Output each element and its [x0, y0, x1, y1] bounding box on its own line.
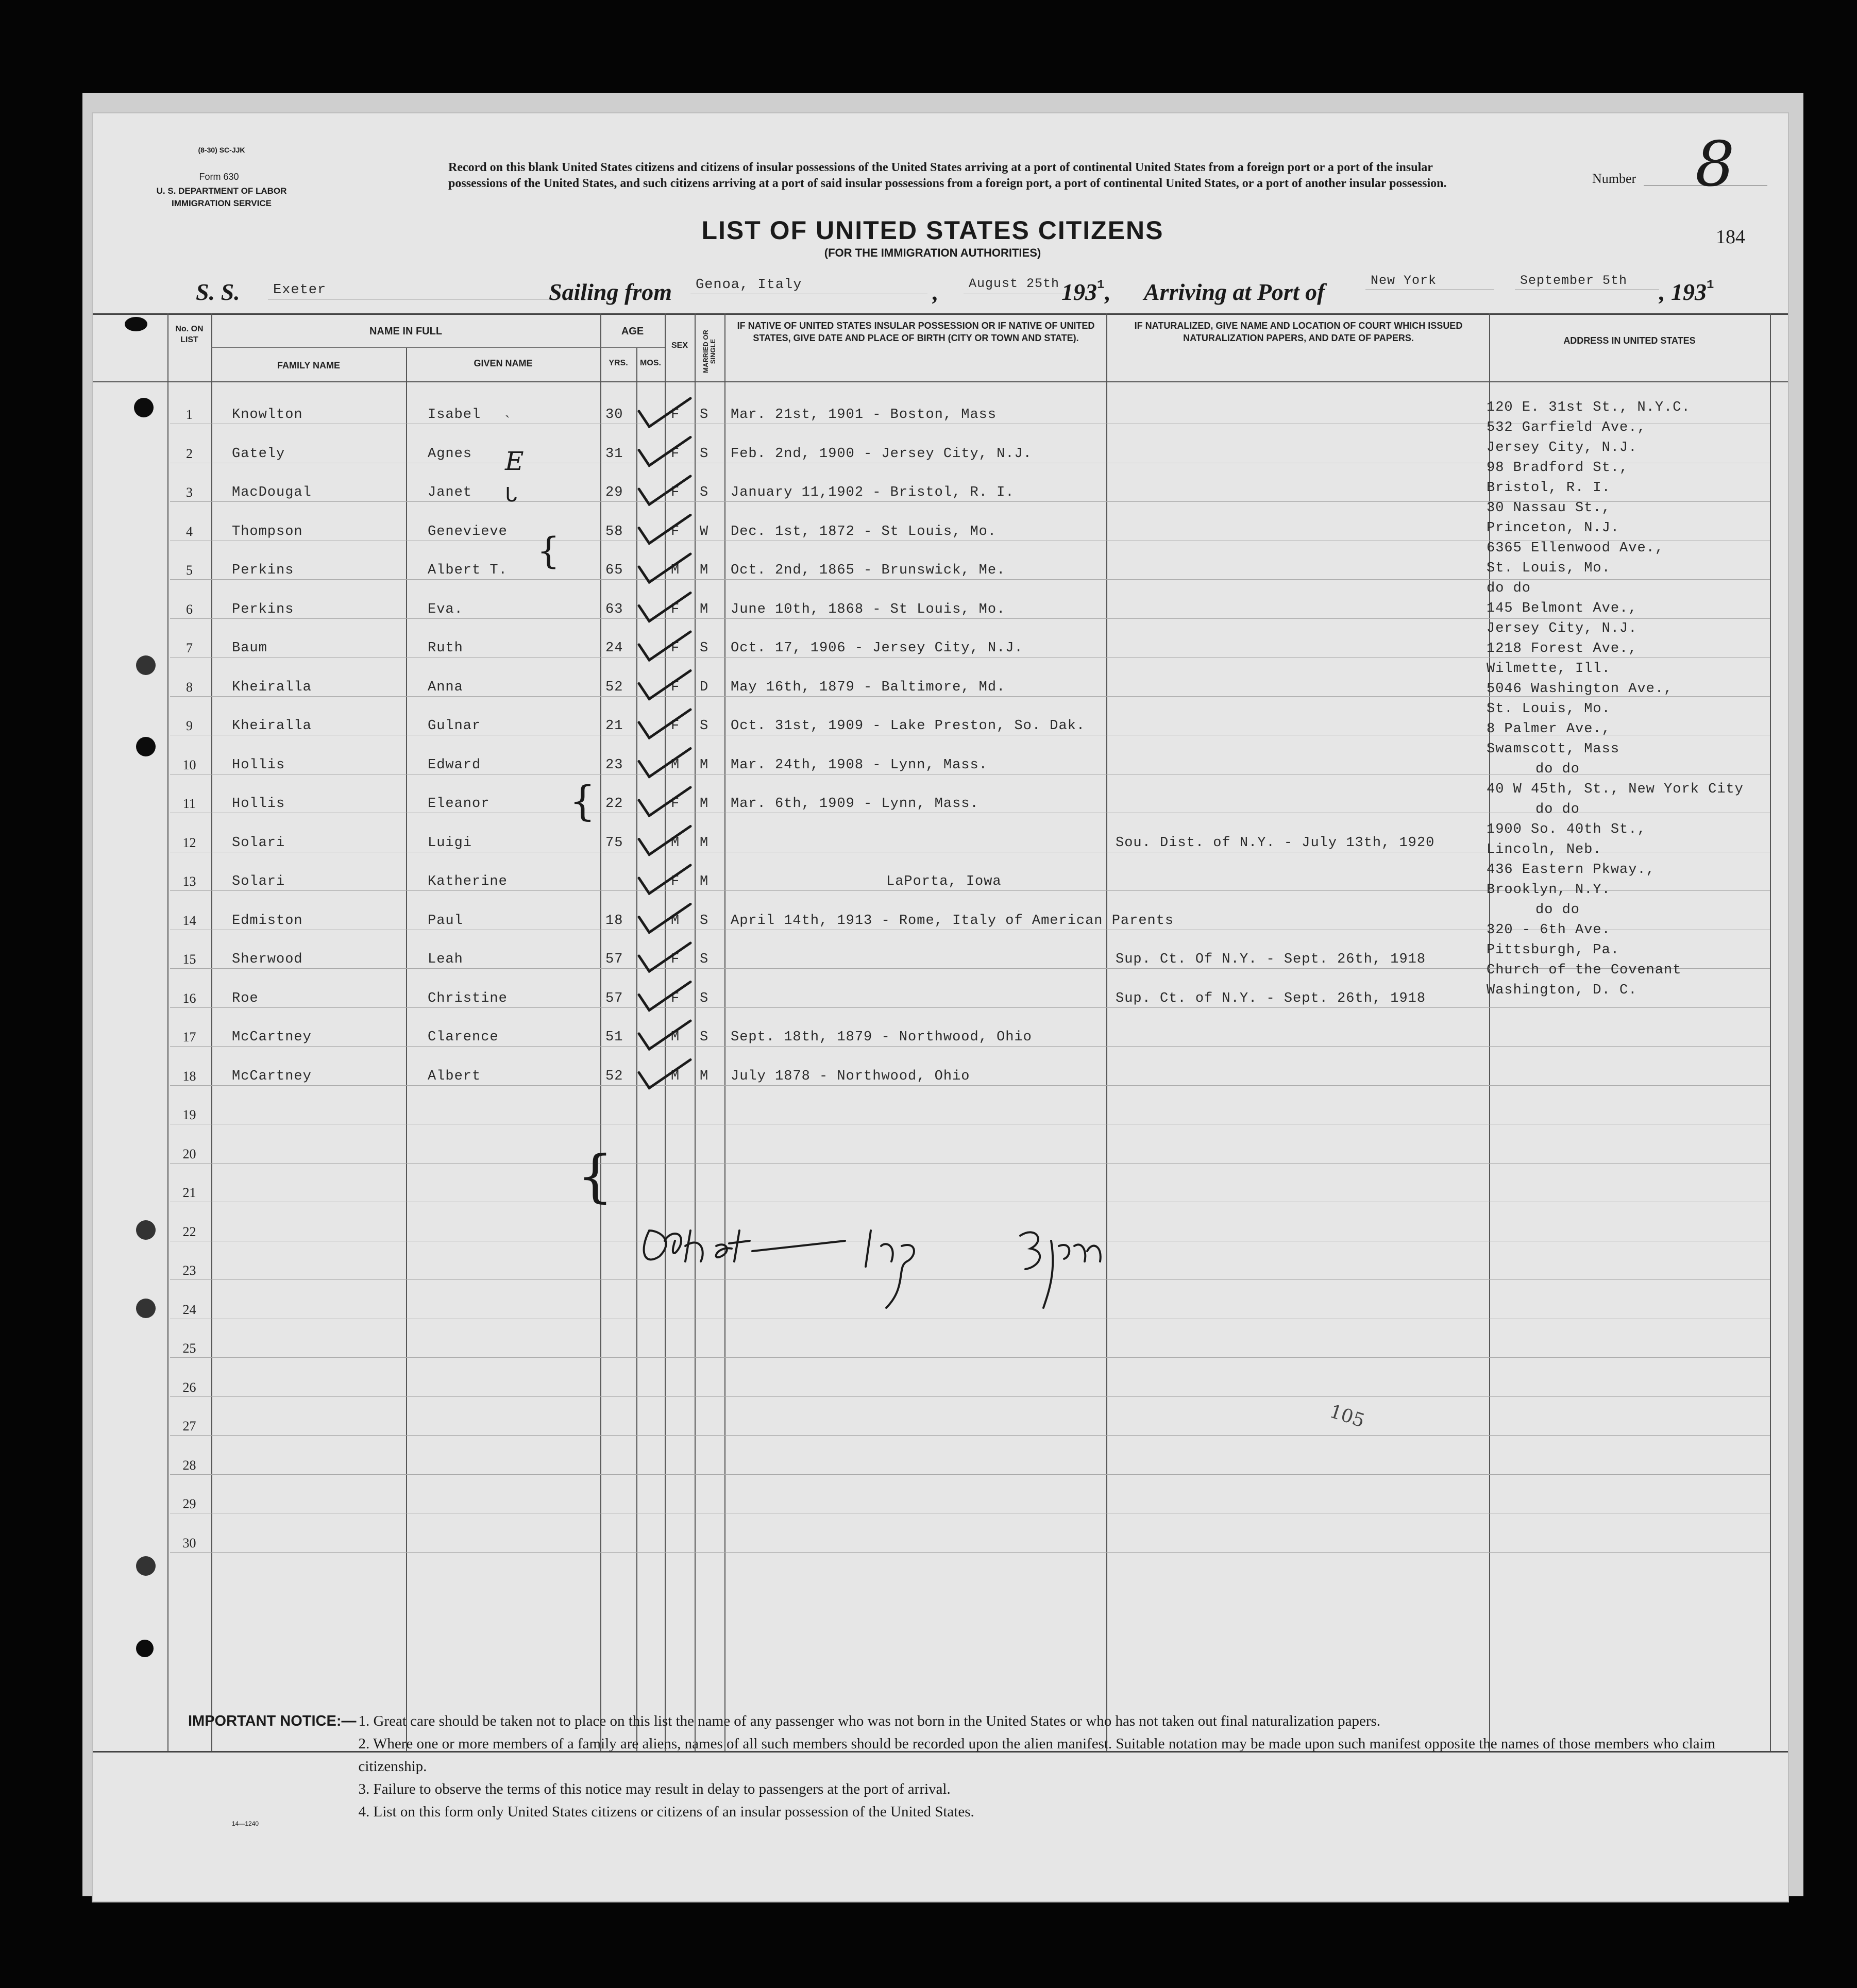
address: Jersey City, N.J. — [1487, 440, 1637, 456]
department: U. S. DEPARTMENT OF LABOR — [156, 186, 287, 196]
row-number: 18 — [182, 1068, 196, 1084]
notice-item-2: 2. Where one or more members of a family are aliens, names of all such members should be recorded upon the alien manifest. Suitable notation may be made upon such manifest opposite the names of those members who claim citizenship. — [358, 1736, 1716, 1775]
row-rule — [170, 1357, 1770, 1358]
marital-status: M — [700, 601, 709, 617]
check-mark — [639, 1021, 690, 1049]
check-mark — [639, 515, 690, 544]
row-number: 23 — [182, 1263, 196, 1278]
handwritten-e: E — [505, 446, 524, 476]
notice-first-line — [188, 1710, 1724, 1823]
family-name: Hollis — [232, 796, 285, 812]
birth-info: Mar. 24th, 1908 - Lynn, Mass. — [731, 757, 988, 773]
check-mark — [639, 1060, 690, 1088]
sex: F — [671, 524, 680, 540]
address: do do — [1487, 581, 1531, 596]
punch-hole — [136, 1299, 156, 1318]
address: Jersey City, N.J. — [1487, 621, 1637, 636]
age-years: 65 — [605, 563, 623, 578]
row-number: 13 — [182, 874, 196, 889]
address: St. Louis, Mo. — [1487, 561, 1611, 576]
address: 1218 Forest Ave., — [1487, 641, 1637, 656]
given-name: Anna — [428, 679, 463, 695]
bracket-mark-hollis: { — [569, 777, 596, 825]
bracket-mark-perkins: { — [537, 530, 560, 572]
bracket-mark-mccartney: { — [577, 1143, 613, 1209]
col-line-family — [211, 313, 212, 1751]
check-mark — [639, 593, 690, 621]
check-mark — [639, 398, 690, 427]
family-name: Solari — [232, 874, 285, 889]
age-years: 58 — [605, 524, 623, 540]
address: Wilmette, Ill. — [1487, 661, 1611, 677]
col-address: ADDRESS IN UNITED STATES — [1563, 335, 1696, 346]
birth-info: May 16th, 1879 - Baltimore, Md. — [731, 679, 1006, 695]
row-rule — [170, 618, 1770, 619]
given-name: Ruth — [428, 641, 463, 656]
row-number: 22 — [182, 1224, 196, 1239]
col-line-given — [406, 347, 407, 1751]
family-name: Perkins — [232, 601, 294, 617]
sex: F — [671, 641, 680, 656]
naturalization-info: Sup. Ct. of N.Y. - Sept. 26th, 1918 — [1116, 990, 1426, 1006]
check-mark — [639, 865, 690, 894]
col-naturalized: IF NATURALIZED, GIVE NAME AND LOCATION OF COURT WHICH ISSUED NATURALIZATION PAPERS, AND DATE OF PAPERS. — [1134, 321, 1463, 343]
age-years: 18 — [605, 913, 623, 929]
address-line: Lincoln, Neb. — [1487, 842, 1602, 857]
age-years: 75 — [605, 835, 623, 851]
sex: M — [671, 1030, 680, 1045]
address: 5046 Washington Ave., — [1487, 681, 1673, 697]
marital-status: M — [700, 563, 709, 578]
address: 532 Garfield Ave., — [1487, 420, 1646, 435]
birth-info: Mar. 6th, 1909 - Lynn, Mass. — [731, 796, 979, 812]
naturalization-info: Sou. Dist. of N.Y. - July 13th, 1920 — [1116, 835, 1435, 851]
address-line: Church of the Covenant — [1487, 963, 1682, 978]
row-number: 20 — [182, 1146, 196, 1161]
given-name: Isabel — [428, 407, 481, 423]
address-line: do do — [1535, 902, 1580, 918]
table-top-rule — [93, 313, 1788, 315]
page-number: 184 — [1716, 226, 1745, 248]
row-number: 11 — [182, 796, 196, 811]
age-years: 29 — [605, 485, 623, 500]
marital-status: S — [700, 485, 709, 500]
col-line-no — [167, 313, 168, 1751]
sailing-label: Sailing from — [549, 279, 672, 305]
row-rule — [170, 579, 1770, 580]
punch-hole — [134, 398, 154, 417]
year-prefix-text: 193 — [1061, 279, 1097, 305]
col-birth: IF NATIVE OF UNITED STATES INSULAR POSSESSION OR IF NATIVE OF UNITED STATES, GIVE DATE AND PLACE OF BIRTH (CITY OR TOWN AND STATE). — [737, 321, 1095, 343]
age-years: 52 — [605, 1068, 623, 1084]
age-years: 57 — [605, 952, 623, 967]
row-number: 7 — [186, 641, 193, 655]
given-name: Gulnar — [428, 718, 481, 734]
punch-hole — [136, 1640, 154, 1657]
naturalization-info: Sup. Ct. Of N.Y. - Sept. 26th, 1918 — [1116, 952, 1426, 967]
family-name: Sherwood — [232, 952, 303, 967]
sex: F — [671, 679, 680, 695]
important-notice — [188, 1710, 1724, 1823]
marital-status: S — [700, 446, 709, 462]
col-given-name: GIVEN NAME — [474, 358, 533, 368]
notice-item-1: 1. Great care should be taken not to place on this list the name of any passenger who was not born in the United States or who has not taken out final naturalization papers. — [358, 1713, 1381, 1729]
address-line: Pittsburgh, Pa. — [1487, 942, 1620, 958]
birth-info: Oct. 17, 1906 - Jersey City, N.J. — [731, 641, 1023, 656]
address-line: do do — [1535, 802, 1580, 817]
age-years: 51 — [605, 1030, 623, 1045]
address: 30 Nassau St., — [1487, 500, 1611, 516]
birth-info: April 14th, 1913 - Rome, Italy of American Parents — [731, 913, 1174, 929]
family-name: Kheiralla — [232, 679, 312, 695]
birth-info: Sept. 18th, 1879 - Northwood, Ohio — [731, 1030, 1032, 1045]
year-prefix-text-2: 193 — [1671, 279, 1707, 305]
age-years: 30 — [605, 407, 623, 423]
sex: M — [671, 563, 680, 578]
birth-info: LaPorta, Iowa — [886, 874, 1002, 889]
marital-status: M — [700, 796, 709, 812]
record-instructions: Record on this blank United States citizens and citizens of insular possessions of the United States arriving at a port of continental United States from a foreign port or a port of the insular possessions of the United States, and such citizens arriving at a port of said insular possessions from a foreign port, a port of continental United States, or a port of another insular possession. — [448, 161, 1447, 190]
sex: M — [671, 835, 680, 851]
age-years: 63 — [605, 601, 623, 617]
address-line: Washington, D. C. — [1487, 983, 1637, 998]
sex: F — [671, 485, 680, 500]
punch-hole — [136, 1556, 156, 1576]
given-name: Eva. — [428, 601, 463, 617]
service: IMMIGRATION SERVICE — [172, 198, 272, 208]
row-number: 17 — [182, 1030, 196, 1044]
marital-status: M — [700, 835, 709, 851]
notice-item-4: 4. List on this form only United States citizens or citizens of an insular possession of the United States. — [358, 1804, 974, 1820]
check-mark — [639, 632, 690, 660]
col-name-in-full: NAME IN FULL — [369, 326, 443, 337]
address-line: 436 Eastern Pkway., — [1487, 862, 1655, 878]
depart-date: August 25th — [969, 276, 1060, 291]
row-rule — [170, 1163, 1770, 1164]
family-name: Knowlton — [232, 407, 303, 423]
tick-mark: ˋ — [505, 413, 510, 429]
marital-status: S — [700, 913, 709, 929]
col-yrs: YRS. — [609, 359, 628, 367]
row-rule — [170, 1007, 1770, 1008]
row-rule — [170, 1046, 1770, 1047]
family-name: Kheiralla — [232, 718, 312, 734]
check-mark — [639, 710, 690, 738]
sex: F — [671, 796, 680, 812]
stamp-105: 105 — [1327, 1401, 1368, 1432]
row-rule — [170, 1085, 1770, 1086]
age-years: 52 — [605, 679, 623, 695]
family-name: McCartney — [232, 1030, 312, 1045]
row-number: 12 — [182, 835, 196, 850]
age-years: 57 — [605, 990, 623, 1006]
arrival-port: New York — [1371, 273, 1437, 288]
sex: F — [671, 952, 680, 967]
row-number: 26 — [182, 1379, 196, 1395]
sex: M — [671, 913, 680, 929]
row-number: 16 — [182, 990, 196, 1006]
marital-status: S — [700, 952, 709, 967]
ship-name: Exeter — [273, 282, 327, 298]
given-name: Paul — [428, 913, 463, 929]
given-name: Albert — [428, 1068, 481, 1084]
marital-status: M — [700, 1068, 709, 1084]
row-number: 1 — [186, 407, 193, 422]
address: 6365 Ellenwood Ave., — [1487, 541, 1664, 556]
check-mark — [639, 671, 690, 699]
form-sheet — [93, 113, 1788, 1901]
family-name: MacDougal — [232, 485, 312, 500]
row-number: 3 — [186, 485, 193, 500]
sex: F — [671, 407, 680, 423]
given-name: Agnes — [428, 446, 472, 462]
birth-info: Oct. 31st, 1909 - Lake Preston, So. Dak. — [731, 718, 1086, 734]
comma-1: , — [933, 279, 939, 305]
age-years: 24 — [605, 641, 623, 656]
page-subtitle: (FOR THE IMMIGRATION AUTHORITIES) — [824, 246, 1041, 259]
marital-status: M — [700, 874, 709, 889]
check-mark — [639, 554, 690, 582]
marital-status: M — [700, 757, 709, 773]
marital-status: S — [700, 990, 709, 1006]
punch-hole — [125, 317, 147, 331]
age-years: 22 — [605, 796, 623, 812]
row-number: 4 — [186, 524, 193, 539]
footer-code: 14—1240 — [232, 1820, 259, 1827]
family-name: Thompson — [232, 524, 303, 540]
address-line: Brooklyn, N.Y. — [1487, 882, 1611, 898]
row-number: 19 — [182, 1107, 196, 1122]
given-name: Genevieve — [428, 524, 508, 540]
address: Princeton, N.J. — [1487, 520, 1620, 536]
address-line: 1900 So. 40th St., — [1487, 822, 1646, 837]
row-rule — [170, 1396, 1770, 1397]
birth-info: Oct. 2nd, 1865 - Brunswick, Me. — [731, 563, 1006, 578]
ss-label: S. S. — [196, 279, 240, 305]
header-bottom-rule — [93, 381, 1788, 382]
birth-info: Dec. 1st, 1872 - St Louis, Mo. — [731, 524, 997, 540]
family-name: Roe — [232, 990, 259, 1006]
sex: M — [671, 1068, 680, 1084]
check-mark — [639, 787, 690, 816]
arriving-label: Arriving at Port of — [1144, 279, 1325, 305]
given-name: Luigi — [428, 835, 472, 851]
given-name: Christine — [428, 990, 508, 1006]
sex: M — [671, 757, 680, 773]
row-number: 2 — [186, 446, 193, 461]
birth-info: June 10th, 1868 - St Louis, Mo. — [731, 601, 1006, 617]
given-name: Edward — [428, 757, 481, 773]
address: 120 E. 31st St., N.Y.C. — [1487, 400, 1691, 415]
col-family-name: FAMILY NAME — [277, 360, 341, 370]
check-mark — [639, 827, 690, 855]
notice-heading: IMPORTANT NOTICE:— — [188, 1713, 357, 1729]
sex: F — [671, 601, 680, 617]
arrival-date: September 5th — [1520, 273, 1628, 288]
address-line: do do — [1535, 762, 1580, 777]
from-port: Genoa, Italy — [696, 277, 802, 293]
family-name: Edmiston — [232, 913, 303, 929]
address: Swamscott, Mass — [1487, 742, 1620, 757]
row-number: 30 — [182, 1535, 196, 1551]
marital-status: S — [700, 1030, 709, 1045]
address: 145 Belmont Ave., — [1487, 601, 1637, 616]
birth-info: Feb. 2nd, 1900 - Jersey City, N.J. — [731, 446, 1032, 462]
row-rule — [170, 1435, 1770, 1436]
row-rule — [170, 657, 1770, 658]
row-number: 24 — [182, 1302, 196, 1317]
page-title: LIST OF UNITED STATES CITIZENS — [701, 216, 1164, 245]
col-age: AGE — [621, 326, 644, 337]
marital-status: S — [700, 407, 709, 423]
year-suffix-text-2: 1 — [1707, 278, 1715, 292]
sex: F — [671, 874, 680, 889]
age-subrule — [600, 347, 665, 348]
given-name: Leah — [428, 952, 463, 967]
row-number: 9 — [186, 718, 193, 733]
col-line-age — [600, 313, 601, 1751]
row-number: 21 — [182, 1185, 196, 1200]
address: 8 Palmer Ave., — [1487, 721, 1611, 737]
row-number: 8 — [186, 679, 193, 695]
punch-hole — [136, 737, 156, 756]
family-name: Baum — [232, 641, 267, 656]
marital-status: D — [700, 679, 709, 695]
handwritten-mark-l: ᒐ — [505, 483, 517, 506]
check-mark — [639, 437, 690, 466]
manifest-table — [93, 313, 1788, 1756]
row-rule — [170, 1552, 1770, 1553]
year-prefix-1: $193^1$, — [1061, 278, 1111, 305]
address: 98 Bradford St., — [1487, 460, 1629, 476]
col-sex: SEX — [671, 341, 688, 350]
sex: F — [671, 990, 680, 1006]
number-label: Number — [1592, 171, 1636, 186]
family-name: McCartney — [232, 1068, 312, 1084]
row-number: 27 — [182, 1419, 196, 1434]
col-mos: MOS. — [640, 359, 661, 367]
check-mark — [639, 943, 690, 971]
punch-hole — [136, 655, 156, 675]
row-number: 15 — [182, 952, 196, 967]
sex: F — [671, 718, 680, 734]
notice-items — [357, 1710, 1724, 1823]
birth-info: January 11,1902 - Bristol, R. I. — [731, 485, 1015, 500]
col-married — [695, 317, 724, 381]
sex: F — [671, 446, 680, 462]
given-name: Albert T. — [428, 563, 508, 578]
marital-status: S — [700, 718, 709, 734]
form-code: (8-30) SC-JJK — [198, 146, 245, 154]
age-years: 21 — [605, 718, 623, 734]
check-mark — [639, 982, 690, 1010]
marital-status: W — [700, 524, 709, 540]
year-prefix-2: , $193^1$ — [1659, 278, 1715, 305]
row-number: 5 — [186, 563, 193, 578]
family-name: Gately — [232, 446, 285, 462]
form-number: Form 630 — [199, 172, 239, 182]
row-number: 25 — [182, 1341, 196, 1356]
given-name: Janet — [428, 485, 472, 500]
address-line: 320 - 6th Ave. — [1487, 922, 1611, 938]
handwritten-note-svg — [629, 1210, 1247, 1313]
given-name: Eleanor — [428, 796, 490, 812]
family-name: Hollis — [232, 757, 285, 773]
given-name: Katherine — [428, 874, 508, 889]
col-married-text: MARRIED OR SINGLE — [702, 330, 717, 373]
age-years: 23 — [605, 757, 623, 773]
row-number: 14 — [182, 913, 196, 928]
check-mark — [639, 476, 690, 504]
col-line-end — [1770, 313, 1771, 1751]
given-name: Clarence — [428, 1030, 499, 1045]
address-line: 40 W 45th, St., New York City — [1487, 782, 1744, 797]
marital-status: S — [700, 641, 709, 656]
punch-hole — [136, 1220, 156, 1240]
col-no: No. ON LIST — [175, 325, 204, 344]
notice-item-3: 3. Failure to observe the terms of this notice may result in delay to passengers at the port of arrival. — [358, 1781, 951, 1797]
check-mark — [639, 904, 690, 933]
year-suffix-text: 1 — [1097, 278, 1105, 292]
row-number: 28 — [182, 1457, 196, 1473]
check-mark — [639, 749, 690, 777]
address: St. Louis, Mo. — [1487, 701, 1611, 717]
age-years: 31 — [605, 446, 623, 462]
number-value: 8 — [1695, 129, 1735, 200]
address: Bristol, R. I. — [1487, 480, 1611, 496]
row-rule — [170, 1474, 1770, 1475]
birth-info: July 1878 - Northwood, Ohio — [731, 1068, 970, 1084]
row-number: 6 — [186, 601, 193, 617]
name-subrule — [211, 347, 600, 348]
row-number: 10 — [182, 757, 196, 772]
row-number: 29 — [182, 1496, 196, 1511]
family-name: Perkins — [232, 563, 294, 578]
birth-info: Mar. 21st, 1901 - Boston, Mass — [731, 407, 997, 423]
family-name: Solari — [232, 835, 285, 851]
